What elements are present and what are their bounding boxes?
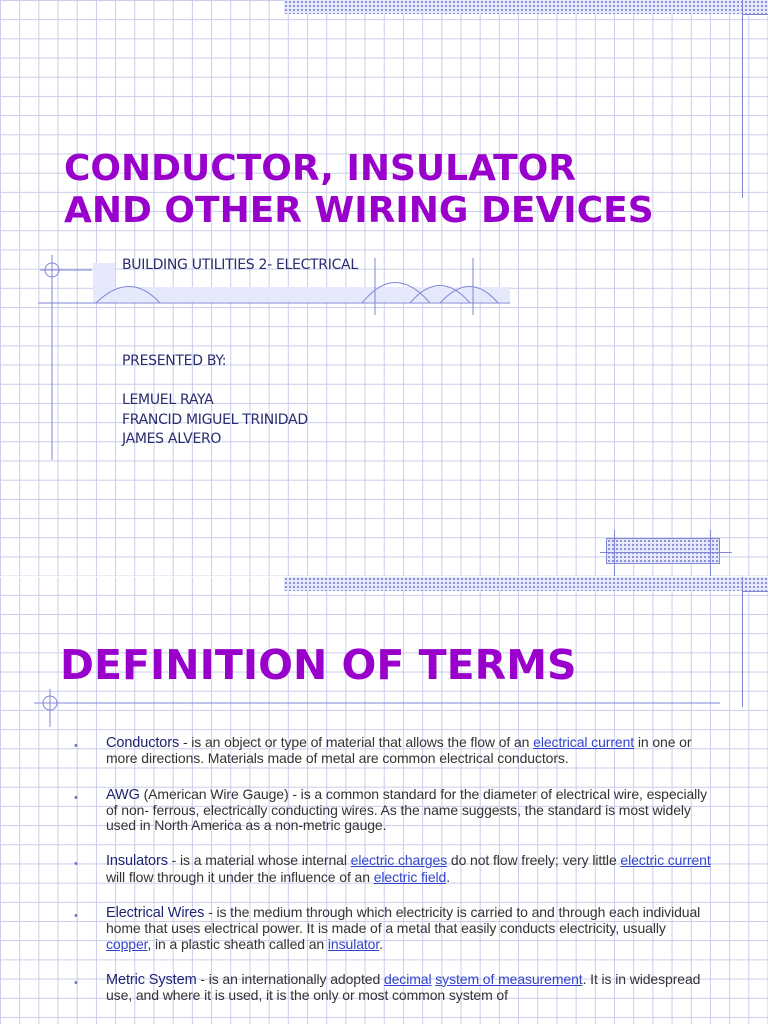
bullet-icon: • [74, 858, 78, 871]
definition-text: do not flow freely; very little [447, 852, 621, 869]
definition-text: - is the medium through which electricity is carried to and through each individual home that uses electrical power. It is made of a metal that easily conducts electricity, usually [106, 904, 701, 937]
term-name: Insulators [106, 853, 168, 870]
definition-text: , in a plastic sheath called an [147, 935, 328, 952]
definition-link[interactable]: electric current [620, 852, 711, 869]
term-name: AWG [106, 786, 140, 803]
bottom-right-dotted-box [606, 538, 720, 564]
definition-link[interactable]: electric charges [350, 852, 448, 869]
presenter-name: LEMUEL RAYA [122, 392, 214, 408]
definition-text: (American Wire Gauge) - is a common standard for the diameter of electrical wire, especially of non- ferrous, electrically conducting wires. As the name suggests, the standard is most widely used in North America as a non-metric gauge. [106, 785, 708, 834]
definition-text: . [446, 868, 451, 885]
subtitle: BUILDING UTILITIES 2- ELECTRICAL [122, 257, 358, 273]
term-item [74, 853, 714, 885]
presenters-block [122, 352, 308, 450]
definition-text: - is a material whose internal [167, 852, 351, 869]
bullet-icon: • [74, 976, 78, 989]
bottom-right-vertical-rule-2 [710, 530, 711, 577]
definition-link[interactable]: copper [106, 935, 148, 952]
bullet-icon: • [74, 910, 78, 923]
title-line-2: AND OTHER WIRING DEVICES [64, 190, 654, 231]
definition-text: - is an internationally adopted [196, 970, 384, 987]
definition-text: . [379, 935, 383, 952]
term-name: Metric System [106, 971, 197, 988]
bottom-right-rule [600, 552, 732, 553]
definition-text: will flow through it under the influence of an [106, 868, 374, 885]
term-item [74, 787, 714, 834]
presented-by-label: PRESENTED BY: [122, 353, 227, 369]
section-title: DEFINITION OF TERMS [60, 641, 577, 689]
bullet-icon: • [74, 791, 78, 804]
term-name: Conductors [106, 735, 180, 751]
definition-link[interactable]: system of measurement [435, 970, 583, 987]
term-item [74, 972, 714, 1004]
bottom-right-vertical-rule [614, 530, 615, 577]
presenter-name: FRANCID MIGUEL TRINIDAD [122, 411, 308, 428]
definition-link[interactable]: decimal [383, 970, 432, 987]
definition-link[interactable]: electric field [373, 868, 447, 885]
definition-link[interactable]: insulator [327, 935, 380, 952]
definition-text: . It is in widespread use, and where it is used, it is the only or most common system of [106, 970, 701, 1004]
definition-text: in one or more directions. Materials made of metal are common electrical conductors. [106, 734, 692, 767]
term-item [74, 905, 714, 952]
presenter-name: JAMES ALVERO [122, 431, 222, 447]
terms-list [74, 735, 714, 1024]
title-line-1: CONDUCTOR, INSULATOR [64, 148, 577, 189]
definition-link[interactable]: electrical current [533, 734, 635, 750]
term-item [74, 735, 714, 767]
bullet-icon: • [74, 740, 78, 752]
term-name: Electrical Wires [106, 905, 205, 922]
definition-text: - is an object or type of material that allows the flow of an [179, 734, 534, 750]
